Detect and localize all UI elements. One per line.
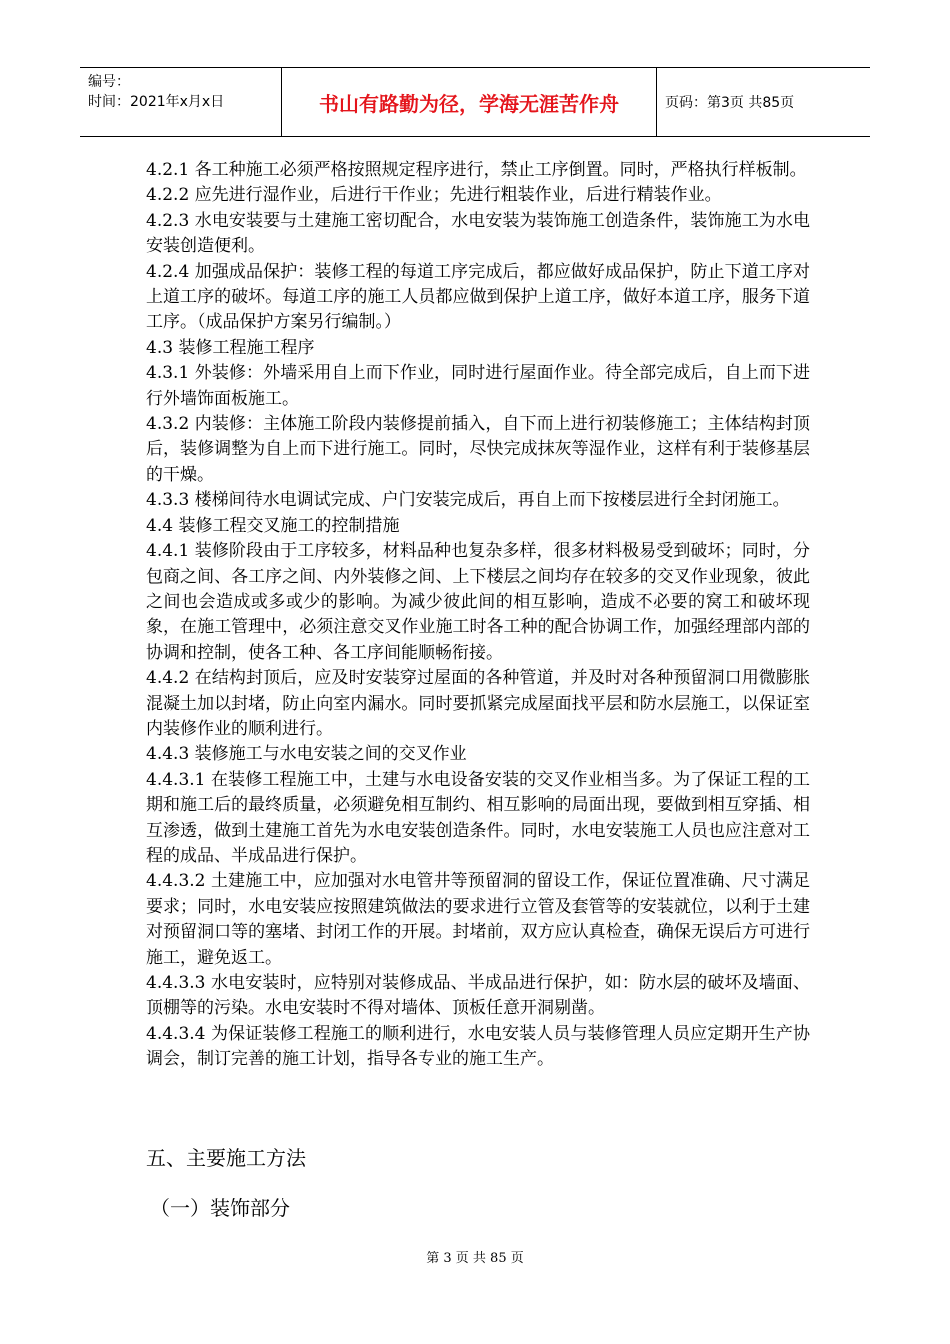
body-text [146, 158, 810, 1073]
paragraph: 4.4.3.2 土建施工中，应加强对水电管井等预留洞的留设工作，保证位置准确、尺寸满足要求；同时，水电安装应按照建筑做法的要求进行立管及套管等的安装就位，以利于土建对预留洞口等的塞堵、封闭工作的开展。封堵前，双方应认真检查，确保无误后方可进行施工，避免返工。 [146, 871, 810, 968]
paragraph: 4.3 装修工程施工程序 [146, 337, 315, 358]
paragraph: 4.3.3 楼梯间待水电调试完成、户门安装完成后，再自上而下按楼层进行全封闭施工。 [146, 490, 790, 511]
paragraph: 4.2.2 应先进行湿作业，后进行干作业；先进行粗装作业，后进行精装作业。 [146, 185, 722, 206]
paragraph: 4.4.3.3 水电安装时，应特别对装修成品、半成品进行保护，如：防水层的破坏及墙面、顶棚等的污染。水电安装时不得对墙体、顶板任意开洞剔凿。 [146, 973, 810, 1019]
paragraph: 4.4.1 装修阶段由于工序较多，材料品种也复杂多样，很多材料极易受到破坏；同时，分包商之间、各工序之间、内外装修之间、上下楼层之间均存在较多的交叉作业现象，彼此之间也会造成或多或少的影响。为减少彼此间的相互影响，造成不必要的窝工和破坏现象，在施工管理中，必须注意交叉作业施工时各工种的配合协调工作，加强经理部内部的协调和控制，使各工种、各工序间能顺畅衔接。 [146, 541, 810, 663]
paragraph: 4.4.3.1 在装修工程施工中，土建与水电设备安装的交叉作业相当多。为了保证工程的工期和施工后的最终质量，必须避免相互制约、相互影响的局面出现，要做到相互穿插、相互渗透，做到土建施工首先为水电安装创造条件。同时，水电安装施工人员也应注意对工程的成品、半成品进行保护。 [146, 769, 810, 866]
paragraph: 4.2.3 水电安装要与土建施工密切配合，水电安装为装饰施工创造条件，装饰施工为水电安装创造便利。 [146, 210, 810, 257]
header-motto: 书山有路勤为径，学海无涯苦作舟 [282, 68, 657, 136]
paragraph: 4.4.2 在结构封顶后，应及时安装穿过屋面的各种管道，并及时对各种预留洞口用微膨胀混凝土加以封堵，防止向室内漏水。同时要抓紧完成屋面找平层和防水层施工，以保证室内装修作业的顺利进行。 [146, 668, 810, 739]
paragraph: 4.2.1 各工种施工必须严格按照规定程序进行，禁止工序倒置。同时，严格执行样板制。 [146, 160, 807, 180]
header-page-info: 页码：第3页 共85页 [665, 95, 795, 111]
page-footer: 第 3 页 共 85 页 [426, 1251, 524, 1266]
header-meta [80, 68, 282, 136]
paragraph: 4.4 装修工程交叉施工的控制措施 [146, 515, 400, 536]
paragraph: 4.4.3 装修施工与水电安装之间的交叉作业 [146, 744, 467, 765]
paragraph: 4.2.4 加强成品保护：装修工程的每道工序完成后，都应做好成品保护，防止下道工序对上道工序的破坏。每道工序的施工人员都应做到保护上道工序，做好本道工序，服务下道工序。（成品保护方案另行编制。） [146, 261, 810, 333]
time-label: 时间：2021年x月x日 [88, 94, 225, 110]
section-heading: 五、主要施工方法 [146, 1146, 306, 1170]
subsection-heading: （一）装饰部分 [150, 1196, 290, 1220]
paragraph: 4.3.2 内装修：主体施工阶段内装修提前插入，自下而上进行初装修施工；主体结构封顶后，装修调整为自上而下进行施工。同时，尽快完成抹灰等湿作业，这样有利于装修基层的干燥。 [146, 414, 810, 485]
paragraph: 4.4.3.4 为保证装修工程施工的顺利进行，水电安装人员与装修管理人员应定期开生产协调会，制订完善的施工计划，指导各专业的施工生产。 [146, 1023, 810, 1070]
paragraph: 4.3.1 外装修：外墙采用自上而下作业，同时进行屋面作业。待全部完成后，自上而下进行外墙饰面板施工。 [146, 363, 810, 409]
page-header [80, 67, 870, 137]
number-label: 编号： [88, 74, 130, 90]
